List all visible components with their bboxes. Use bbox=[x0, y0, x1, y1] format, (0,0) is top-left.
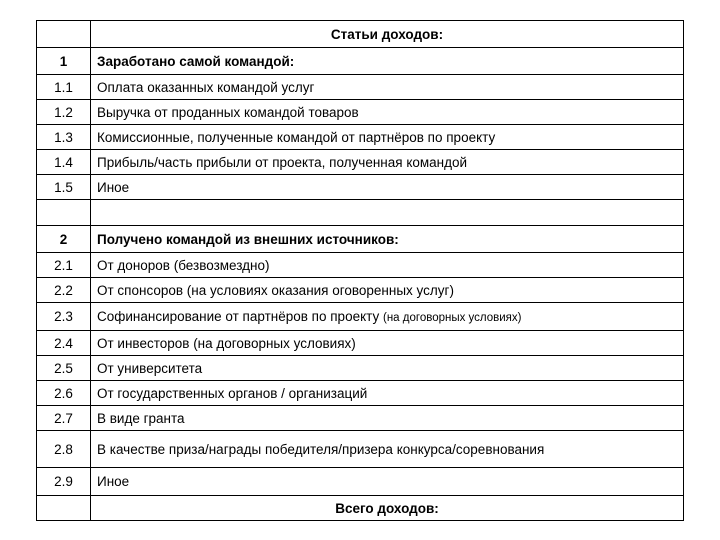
row-text: В виде гранта bbox=[91, 406, 684, 431]
row-text-with-note bbox=[91, 303, 684, 331]
table-row bbox=[37, 175, 684, 200]
table-header-row bbox=[37, 21, 684, 48]
row-number: 1.5 bbox=[37, 175, 91, 200]
table-row bbox=[37, 356, 684, 381]
row-number: 2.3 bbox=[37, 303, 91, 331]
table-row bbox=[37, 150, 684, 175]
row-number: 2.6 bbox=[37, 381, 91, 406]
row-number: 2.5 bbox=[37, 356, 91, 381]
row-text: Оплата оказанных командой услуг bbox=[91, 75, 684, 100]
table-row bbox=[37, 278, 684, 303]
row-number: 1.1 bbox=[37, 75, 91, 100]
table-row bbox=[37, 468, 684, 496]
row-number: 2.1 bbox=[37, 253, 91, 278]
row-text: От спонсоров (на условиях оказания оговоренных услуг) bbox=[91, 278, 684, 303]
table-row bbox=[37, 125, 684, 150]
row-number: 2.8 bbox=[37, 431, 91, 468]
table-row bbox=[37, 431, 684, 468]
section-title: Заработано самой командой: bbox=[91, 48, 684, 75]
section-number: 2 bbox=[37, 226, 91, 253]
header-empty-cell bbox=[37, 21, 91, 48]
row-number: 2.7 bbox=[37, 406, 91, 431]
table-row bbox=[37, 75, 684, 100]
table-row bbox=[37, 331, 684, 356]
row-number: 2.9 bbox=[37, 468, 91, 496]
empty-cell bbox=[91, 200, 684, 226]
empty-cell bbox=[37, 496, 91, 521]
section-number: 1 bbox=[37, 48, 91, 75]
empty-cell bbox=[37, 200, 91, 226]
row-note: (на договорных условиях) bbox=[383, 312, 522, 324]
total-row bbox=[37, 496, 684, 521]
row-text: От инвесторов (на договорных условиях) bbox=[91, 331, 684, 356]
row-number: 1.2 bbox=[37, 100, 91, 125]
spacer-row bbox=[37, 200, 684, 226]
section-1-header-row bbox=[37, 48, 684, 75]
row-text: От университета bbox=[91, 356, 684, 381]
table-title: Статьи доходов: bbox=[91, 21, 684, 48]
row-text: Выручка от проданных командой товаров bbox=[91, 100, 684, 125]
table-row bbox=[37, 406, 684, 431]
row-number: 2.2 bbox=[37, 278, 91, 303]
row-text: Комиссионные, полученные командой от партнёров по проекту bbox=[91, 125, 684, 150]
table-row bbox=[37, 100, 684, 125]
row-text: От государственных органов / организаций bbox=[91, 381, 684, 406]
total-label: Всего доходов: bbox=[91, 496, 684, 521]
row-text: Иное bbox=[91, 175, 684, 200]
table-row bbox=[37, 253, 684, 278]
row-number: 1.3 bbox=[37, 125, 91, 150]
income-items-table bbox=[36, 20, 684, 521]
section-2-header-row bbox=[37, 226, 684, 253]
section-title: Получено командой из внешних источников: bbox=[91, 226, 684, 253]
row-text: В качестве приза/награды победителя/призера конкурса/соревнования bbox=[91, 431, 684, 468]
row-number: 1.4 bbox=[37, 150, 91, 175]
row-text: Прибыль/часть прибыли от проекта, полученная командой bbox=[91, 150, 684, 175]
row-text: От доноров (безвозмездно) bbox=[91, 253, 684, 278]
table-row bbox=[37, 381, 684, 406]
row-text: Иное bbox=[91, 468, 684, 496]
table-row bbox=[37, 303, 684, 331]
row-number: 2.4 bbox=[37, 331, 91, 356]
row-text: Софинансирование от партнёров по проекту bbox=[97, 309, 380, 324]
